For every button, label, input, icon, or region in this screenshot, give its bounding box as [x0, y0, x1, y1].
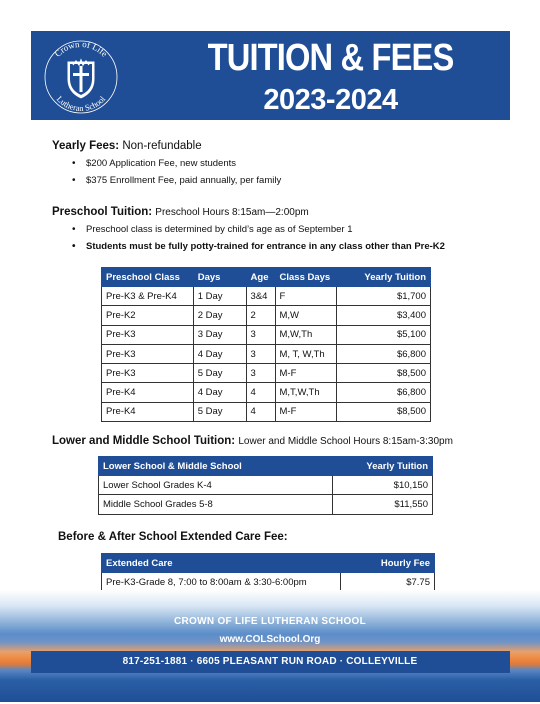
page-title: TUITION & FEES	[207, 37, 454, 79]
table-cell: 3&4	[246, 287, 275, 306]
table-header-row	[102, 268, 431, 287]
table-cell: Pre-K3	[102, 344, 194, 363]
column-header: Age	[246, 268, 275, 287]
table-cell: M-F	[275, 402, 337, 421]
yearly-fees-list	[70, 155, 281, 189]
table-row	[102, 344, 431, 363]
column-header: Hourly Fee	[341, 554, 435, 573]
table-cell: Pre-K4	[102, 383, 194, 402]
table-cell: 2	[246, 306, 275, 325]
extended-care-heading	[58, 531, 288, 543]
extended-care-title: Before & After School Extended Care Fee:	[58, 531, 288, 543]
table-cell: 2 Day	[193, 306, 246, 325]
table-row	[99, 495, 433, 514]
table-cell: $8,500	[337, 364, 431, 383]
table-cell: 1 Day	[193, 287, 246, 306]
preschool-hours-note: Preschool Hours 8:15am—2:00pm	[155, 207, 309, 218]
table-cell: M,W	[275, 306, 337, 325]
table-cell: Lower School Grades K-4	[99, 476, 333, 495]
footer-school-name: CROWN OF LIFE LUTHERAN SCHOOL	[173, 616, 367, 627]
preschool-heading	[52, 206, 309, 218]
yearly-fees-heading	[52, 140, 202, 152]
table-row	[102, 573, 435, 592]
table-cell: $7.75	[341, 573, 435, 592]
table-cell: 4 Day	[193, 383, 246, 402]
column-header: Class Days	[275, 268, 337, 287]
table-cell: 4 Day	[193, 344, 246, 363]
table-cell: 4	[246, 402, 275, 421]
extended-care-table	[101, 553, 435, 592]
table-cell: $11,550	[333, 495, 433, 514]
table-cell: 3 Day	[193, 325, 246, 344]
table-cell: M,W,Th	[275, 325, 337, 344]
table-cell: $3,400	[337, 306, 431, 325]
yearly-fees-title: Yearly Fees:	[52, 140, 120, 152]
school-logo-icon	[41, 35, 121, 115]
column-header: Preschool Class	[102, 268, 194, 287]
column-header: Days	[193, 268, 246, 287]
table-cell: M,T,W,Th	[275, 383, 337, 402]
table-cell: $1,700	[337, 287, 431, 306]
header-banner	[31, 31, 510, 120]
lower-middle-title: Lower and Middle School Tuition:	[52, 435, 236, 447]
table-cell: M-F	[275, 364, 337, 383]
table-cell: Pre-K4	[102, 402, 194, 421]
table-row	[102, 402, 431, 421]
table-cell: 3	[246, 344, 275, 363]
table-cell: 5 Day	[193, 364, 246, 383]
table-cell: 3	[246, 325, 275, 344]
table-cell: F	[275, 287, 337, 306]
lower-middle-hours-note: Lower and Middle School Hours 8:15am-3:30pm	[238, 436, 453, 447]
table-cell: Pre-K2	[102, 306, 194, 325]
logo-text-top: Crown of Life	[52, 38, 110, 59]
table-header-row	[102, 554, 435, 573]
preschool-title: Preschool Tuition:	[52, 206, 153, 218]
list-item: • $200 Application Fee, new students	[70, 155, 281, 172]
yearly-fees-note: Non-refundable	[122, 140, 202, 152]
table-header-row	[99, 457, 433, 476]
table-cell: Pre-K3 & Pre-K4	[102, 287, 194, 306]
column-header: Yearly Tuition	[333, 457, 433, 476]
preschool-tuition-table	[101, 267, 431, 422]
table-cell: 5 Day	[193, 402, 246, 421]
logo-text-bottom: Lutheran School	[54, 93, 108, 114]
svg-text:Crown of Life	[53, 39, 110, 59]
footer-contact-info: 817-251-1881 · 6605 PLEASANT RUN ROAD · COLLEYVILLE	[122, 656, 418, 667]
table-row	[102, 325, 431, 344]
list-item: • $375 Enrollment Fee, paid annually, per family	[70, 172, 281, 189]
table-cell: $10,150	[333, 476, 433, 495]
table-cell: M, T, W,Th	[275, 344, 337, 363]
table-cell: Pre-K3	[102, 364, 194, 383]
table-cell: Pre-K3	[102, 325, 194, 344]
footer-gradient-band	[0, 590, 540, 702]
list-item: • Preschool class is determined by child’s age as of September 1	[70, 221, 445, 238]
list-item: • Students must be fully potty-trained for entrance in any class other than Pre-K2	[70, 238, 445, 255]
table-cell: Middle School Grades 5-8	[99, 495, 333, 514]
table-cell: $6,800	[337, 383, 431, 402]
table-cell: $5,100	[337, 325, 431, 344]
table-cell: Pre-K3-Grade 8, 7:00 to 8:00am & 3:30-6:00pm	[102, 573, 341, 592]
table-row	[102, 383, 431, 402]
table-cell: $8,500	[337, 402, 431, 421]
table-cell: $6,800	[337, 344, 431, 363]
table-row	[102, 306, 431, 325]
preschool-notes-list	[70, 221, 445, 255]
column-header: Extended Care	[102, 554, 341, 573]
footer-website-link[interactable]: www.COLSchool.Org	[219, 634, 321, 645]
school-year: 2023-2024	[263, 84, 398, 116]
table-cell: 4	[246, 383, 275, 402]
column-header: Yearly Tuition	[337, 268, 431, 287]
table-row	[102, 364, 431, 383]
lower-middle-tuition-table	[98, 456, 433, 515]
column-header: Lower School & Middle School	[99, 457, 333, 476]
table-cell: 3	[246, 364, 275, 383]
lower-middle-heading	[52, 435, 453, 447]
table-row	[102, 287, 431, 306]
table-row	[99, 476, 433, 495]
